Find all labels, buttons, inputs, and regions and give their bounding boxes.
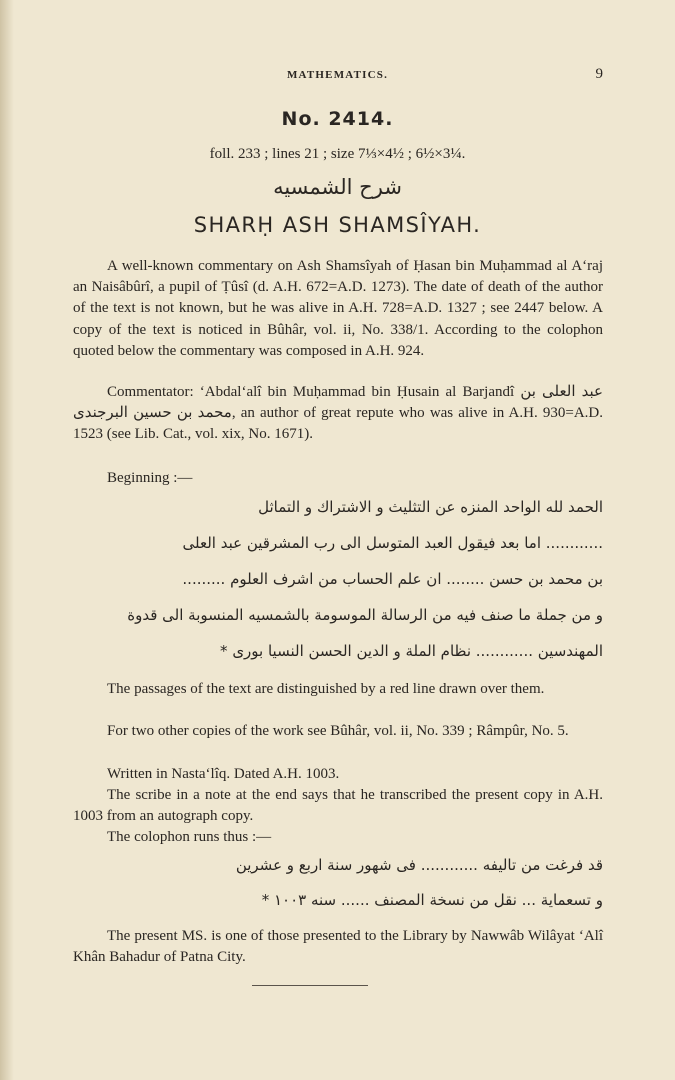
scribe-paragraph: The scribe in a note at the end says that he transcribed the present copy in A.H. 1003 from an autograph copy.: [73, 787, 603, 825]
passages-paragraph: The passages of the text are distinguished by a red line drawn over them.: [107, 681, 545, 697]
running-head-title: MATHEMATICS.: [286, 69, 389, 81]
page-number: 9: [595, 66, 603, 82]
beginning-arabic-line: الحمد لله الواحد المنزه عن التثليث و الاشتراك و التماثل: [258, 498, 603, 516]
other-copies-paragraph: For two other copies of the work see Bûhâr, vol. ii, No. 339 ; Râmpûr, No. 5.: [107, 723, 569, 739]
beginning-label: Beginning :—: [107, 470, 193, 486]
written-paragraph: Written in Nasta‘lîq. Dated A.H. 1003.: [107, 766, 340, 782]
colophon-arabic-line: قد فرغت من تاليفه ............ فى شهور سنة اربع و عشرين: [235, 856, 603, 874]
entry-dimensions: foll. 233 ; lines 21 ; size 7⅓×4½ ; 6½×3¼.: [209, 146, 466, 162]
intro-paragraph: A well-known commentary on Ash Shamsîyah of Ḥasan bin Muḥammad al A‘raj an Naisâbûrî, a pupil of Ṭûsî (d. A.H. 672=A.D. 1273). The date of death of the author of the text is not known, but he was alive in A.H. 728=A.D. 1327 ; see 2447 below. A copy of the text is noticed in Bûhâr, vol. ii, No. 338/1. According to the colophon quoted below the commentary was composed in A.H. 924.: [73, 258, 603, 359]
beginning-arabic-line: بن محمد بن حسن ........ ان علم الحساب من اشرف العلوم .........: [182, 570, 603, 588]
beginning-arabic-line: و من جملة ما صنف فيه من الرسالة الموسومة بالشمسيه المنسوبة الى قدوة: [127, 606, 603, 624]
entry-title: SHARḤ ASH SHAMSÎYAH.: [193, 213, 482, 237]
running-head: [0, 66, 675, 86]
beginning-arabic-line: المهندسين ............ نظام الملة و الدين الحسن النسيا بورى *: [220, 642, 603, 660]
presented-paragraph: The present MS. is one of those presented to the Library by Nawwâb Wilâyat ‘Alî Khân Bahadur of Patna City.: [73, 928, 603, 966]
beginning-arabic-line: ............ اما بعد فيقول العبد المتوسل الى رب المشرقين عبد العلى: [182, 534, 603, 552]
closing-rule: [252, 985, 368, 986]
entry-number: No. 2414.: [281, 108, 394, 130]
colophon-label: The colophon runs thus :—: [107, 829, 272, 845]
arabic-title: شرح الشمسيه: [273, 175, 402, 199]
commentator-paragraph: Commentator: ‘Abdal‘alî bin Muḥammad bin Ḥusain al Barjandî عبد العلى بن محمد بن حسين البرجندى, an author of great repute who was alive in A.H. 930=A.D. 1523 (see Lib. Cat., vol. xix, No. 1671).: [73, 384, 604, 443]
colophon-arabic-line: و تسعماية ... نقل من نسخة المصنف ...... سنه ۱۰۰۳ *: [261, 891, 603, 909]
